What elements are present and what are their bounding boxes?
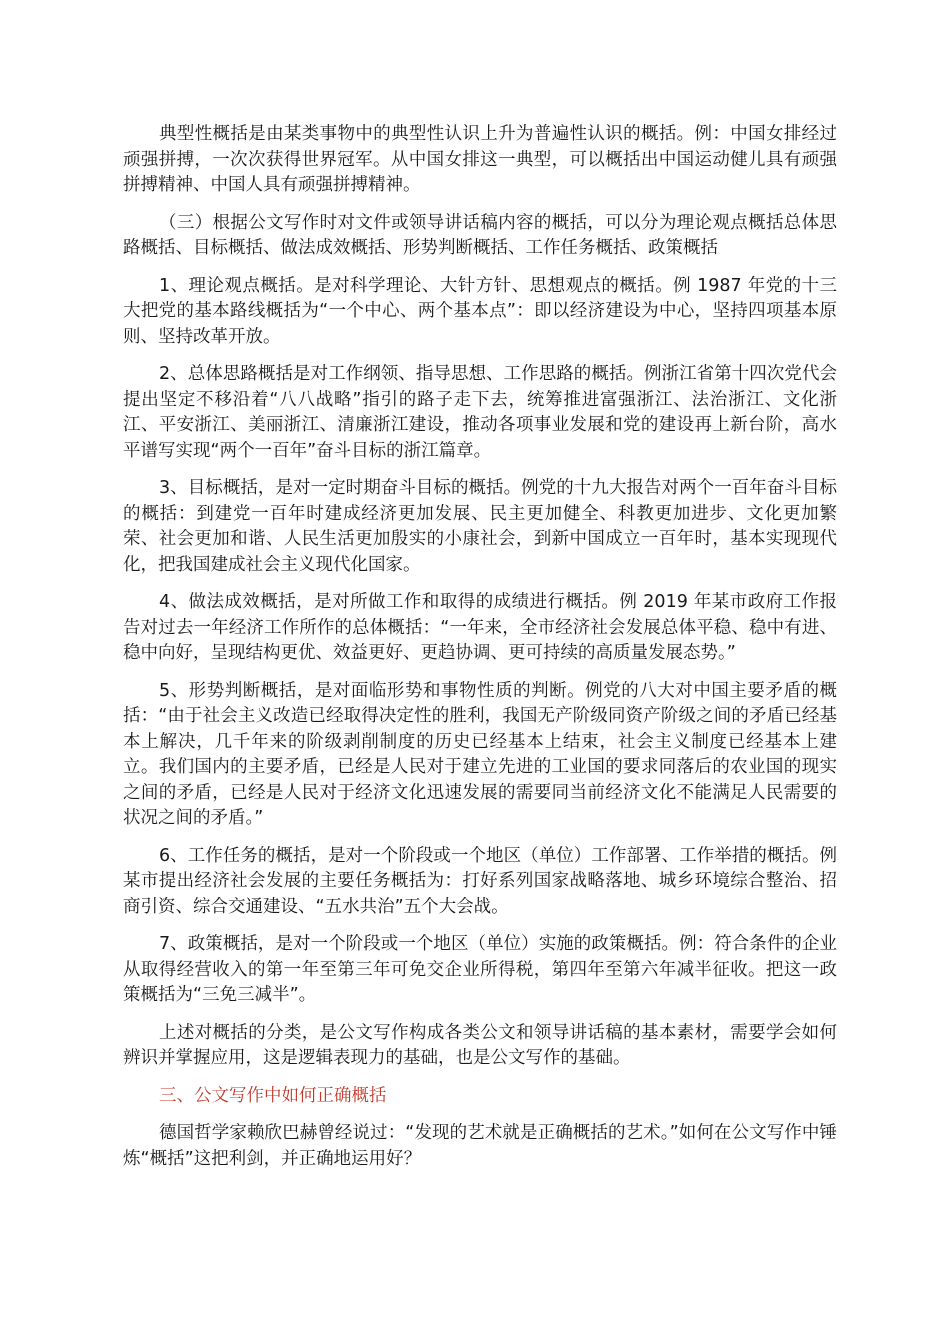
paragraph-typical-generalization: 典型性概括是由某类事物中的典型性认识上升为普遍性认识的概括。例：中国女排经过顽强拼搏，一次次获得世界冠军。从中国女排这一典型，可以概括出中国运动健儿具有顽强拼搏精神、中国人具有顽强拼搏精神。 [123,124,837,195]
paragraph-overall-thinking: 2、总体思路概括是对工作纲领、指导思想、工作思路的概括。例浙江省第十四次党代会提出坚定不移沿着“八八战略”指引的路子走下去，统筹推进富强浙江、法治浙江、文化浙江、平安浙江、美丽浙江、清廉浙江建设，推动各项事业发展和党的建设再上新台阶，高水平谱写实现“两个一百年”奋斗目标的浙江篇章。 [123,364,837,461]
paragraph-theory-viewpoint: 1、理论观点概括。是对科学理论、大针方针、思想观点的概括。例 1987 年党的十三大把党的基本路线概括为“一个中心、两个基本点”：即以经济建设为中心，坚持四项基本原则、坚持改革开放。 [123,275,837,347]
paragraph-situation-judgment: 5、形势判断概括，是对面临形势和事物性质的判断。例党的八大对中国主要矛盾的概括：“由于社会主义改造已经取得决定性的胜利，我国无产阶级同资产阶级之间的矛盾已经基本上解决，几千年来的阶级剥削制度的历史已经基本上结束，社会主义制度已经基本上建立。我们国内的主要矛盾，已经是人民对于建立先进的工业国的要求同落后的农业国的现实之间的矛盾，已经是人民对于经济文化迅速发展的需要同当前经济文化不能满足人民需要的状况之间的矛盾。” [123,680,837,828]
paragraph-classification-intro: （三）根据公文写作时对文件或领导讲话稿内容的概括，可以分为理论观点概括总体思路概括、目标概括、做法成效概括、形势判断概括、工作任务概括、政策概括 [123,212,837,258]
paragraph-closing: 德国哲学家赖欣巴赫曾经说过：“发现的艺术就是正确概括的艺术。”如何在公文写作中锤炼“概括”这把利剑，并正确地运用好？ [123,1123,837,1169]
paragraph-work-tasks: 6、工作任务的概括，是对一个阶段或一个地区（单位）工作部署、工作举措的概括。例某市提出经济社会发展的主要任务概括为：打好系列国家战略落地、城乡环境综合整治、招商引资、综合交通建设、“五水共治”五个大会战。 [123,845,837,917]
paragraph-goal: 3、目标概括，是对一定时期奋斗目标的概括。例党的十九大报告对两个一百年奋斗目标的概括：到建党一百年时建成经济更加发展、民主更加健全、科教更加进步、文化更加繁荣、社会更加和谐、人民生活更加殷实的小康社会，到新中国成立一百年时，基本实现现代化，把我国建成社会主义现代化国家。 [123,478,837,575]
document-page [123,122,837,1184]
paragraph-summary: 上述对概括的分类，是公文写作构成各类公文和领导讲话稿的基本素材，需要学会如何辨识并掌握应用，这是逻辑表现力的基础，也是公文写作的基础。 [123,1022,837,1068]
paragraph-practice-results: 4、做法成效概括，是对所做工作和取得的成绩进行概括。例 2019 年某市政府工作报告对过去一年经济工作所作的总体概括：“一年来，全市经济社会发展总体平稳、稳中有进、稳中向好，呈现结构更优、效益更好、更趋协调、更可持续的高质量发展态势。” [123,592,837,663]
paragraph-policy: 7、政策概括，是对一个阶段或一个地区（单位）实施的政策概括。例：符合条件的企业从取得经营收入的第一年至第三年可免交企业所得税，第四年至第六年减半征收。把这一政策概括为“三免三减半”。 [123,934,837,1005]
section-heading: 三、公文写作中如何正确概括 [159,1085,387,1106]
